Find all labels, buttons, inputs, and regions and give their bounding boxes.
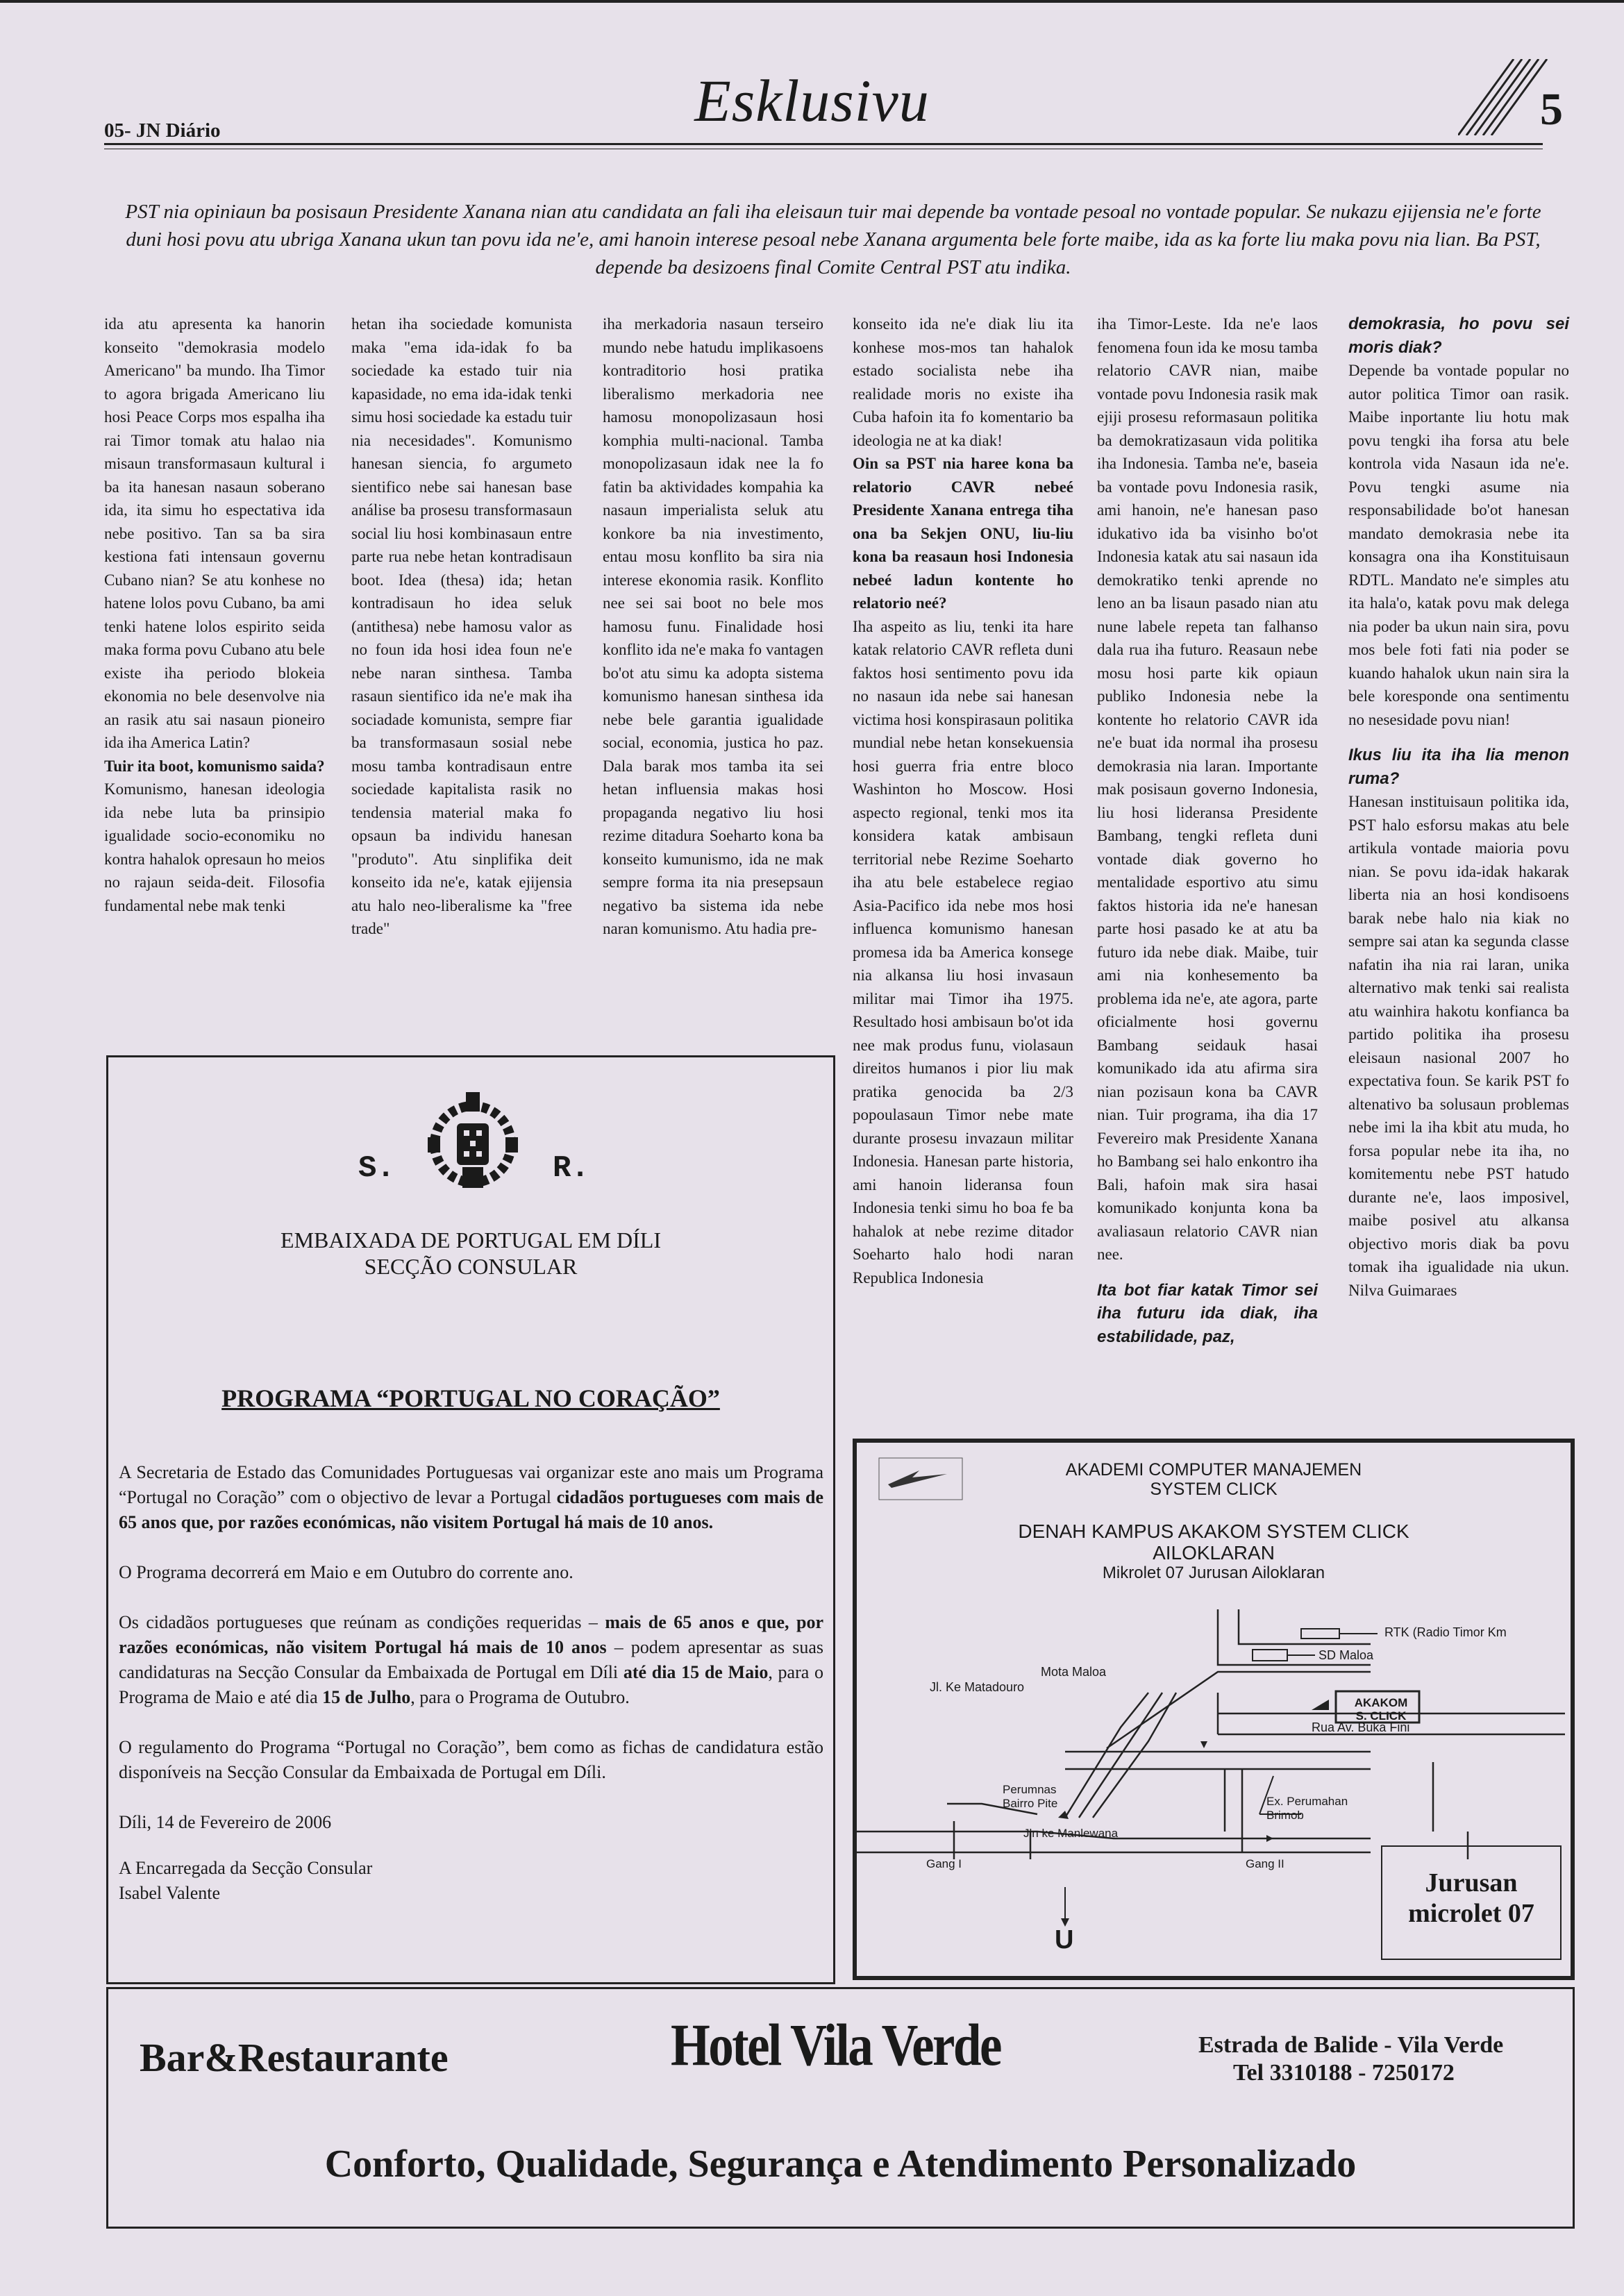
hotel-address: Estrada de Balide - Vila Verde	[1198, 2032, 1504, 2058]
map-heading-line2: AILOKLARAN	[1153, 1542, 1275, 1564]
seal-letter-r: R.	[553, 1151, 589, 1186]
hotel-phone: Tel 3310188 - 7250172	[1233, 2060, 1455, 2086]
label-buka-fini: Rua Av. Buka Fini	[1312, 1720, 1410, 1734]
hotel-name: Hotel Vila Verde	[671, 2011, 1001, 2078]
campus-map-ad	[853, 1439, 1575, 1980]
article-column-6	[1348, 312, 1569, 1302]
label-matadouro: Jl. Ke Matadouro	[930, 1680, 1025, 1694]
embassy-name: EMBAIXADA DE PORTUGAL EM DÍLI	[281, 1227, 661, 1252]
map-title-line1: AKADEMI COMPUTER MANAJEMEN	[1065, 1460, 1362, 1480]
page-label: 05- JN Diário	[104, 119, 221, 142]
map-heading-line1: DENAH KAMPUS AKAKOM SYSTEM CLICK	[1018, 1520, 1409, 1542]
notice-paragraph-2: O Programa decorrerá em Maio e em Outubro do corrente ano.	[119, 1562, 574, 1582]
akakom-building: AKAKOM S. CLICK	[1354, 1696, 1408, 1723]
label-gang-1: Gang I	[926, 1857, 962, 1870]
article-subheading: Ita bot fiar katak Timor sei iha futuru ida diak, iha estabilidade, paz,	[1097, 1280, 1318, 1346]
article-column-1	[104, 312, 325, 917]
article-column-5	[1097, 312, 1318, 1348]
signature-name: Isabel Valente	[119, 1883, 221, 1903]
seal-letter-s: S.	[358, 1151, 395, 1186]
header-rule	[104, 143, 1543, 145]
hotel-slogan: Conforto, Qualidade, Segurança e Atendimento Personalizado	[324, 2143, 1357, 2186]
label-mota-maloa: Mota Maloa	[1041, 1665, 1107, 1679]
article-column-2	[351, 312, 572, 941]
article-subheading: Oin sa PST nia haree kona ba relatorio CAVR nebeé Presidente Xanana entrega tiha ona ba Sekjen ONU, liu-liu kona ba reasaun hosi Indonesia nebeé ladun kontente ho relatorio neé?	[853, 455, 1073, 612]
label-rtk: RTK (Radio Timor Km	[1384, 1625, 1507, 1639]
section-title: Esklusivu	[694, 67, 930, 134]
article-paragraph: ida atu apresenta ka hanorin konseito "demokrasia modelo Americano" ba mundo. Iha Timor to agora brigada Americano liu hosi Peace Corps mos espalha iha rai Timor tomak atu halao nia misaun transformasaun kultural i ba ita hanesan nasaun soberano ida, ita simu ho espectativa ida nebe positivo. Tan sa ba sira kestiona fati intensaun governu Cubano nian? Se atu konhese no hatene lolos povu Cubano, ba ami tenki hatene lolos espirito seida maka forma povu Cubano atu bele existe iha periodo blokeia ekonomia no bele desenvolve nia an rasik atu sai nasaun pioneiro ida iha America Latin?	[104, 315, 325, 751]
label-manlewana: Jln ke Manlewana	[1023, 1827, 1119, 1840]
embassy-notice	[106, 1055, 835, 1984]
article-paragraph: Hanesan instituisaun politika ida, PST halo esforsu makas atu bele artikula vontade maioria povu nian. Se povu ida-idak hakarak liberta nia an hosi kondisoens barak nebe halo nia kiak no sempre sai atan ka segunda classe nafatin iha nia rai laran, unika alternativo mak tenki sai realista atu wainhira hakotu konfianca ba partido politika iha prosesu eleisaun nasional 2007 ho expectativa foun. Se karik PST fo altenativo ba solusaun problemas nebe imi la iha kbit atu muda, ho forsa popular nebe ita iha, no komitementu nebe PST hatudo durante ne'e, laos imposivel, maibe posivel atu alkansa objectivo moris diak ba povu tomak iha igualidade nia ukun. Nilva Guimaraes	[1348, 793, 1569, 1299]
route-box: Jurusan microlet 07	[1381, 1845, 1562, 1960]
label-perumnas: Perumnas Bairro Pite	[1003, 1783, 1058, 1810]
notice-body	[119, 1460, 823, 1906]
notice-paragraph-4: O regulamento do Programa “Portugal no Coração”, bem como as fichas de candidatura estão disponíveis na Secção Consular da Embaixada de Portugal em Díli.	[119, 1737, 823, 1782]
top-border	[0, 0, 1624, 3]
stripes-ornament	[1458, 59, 1548, 135]
label-sd-maloa: SD Maloa	[1319, 1648, 1374, 1662]
article-paragraph: Komunismo, hanesan ideologia ida nebe luta ba prinsipio igualidade socio-economiku no kontra hahalok opresaun ho meios no rajaun seida-deit. Filosofia fundamental nebe mak tenki	[104, 780, 325, 914]
coat-of-arms-icon	[414, 1085, 532, 1203]
signature-title: A Encarregada da Secção Consular	[119, 1858, 373, 1878]
notice-paragraph-3: Os cidadãos portugueses que reúnam as condições requeridas – mais de 65 anos e que, por razões económicas, não visitem Portugal há mais de 10 anos – podem apresentar as suas candidaturas na Secção Consular da Embaixada de Portugal em Díli até dia 15 de Maio, para o Programa de Maio e até dia 15 de Julho, para o Programa de Outubro.	[119, 1612, 823, 1707]
notice-date: Díli, 14 de Fevereiro de 2006	[119, 1812, 332, 1832]
map-heading-line3: Mikrolet 07 Jurusan Ailoklaran	[1102, 1564, 1325, 1582]
notice-paragraph-1: A Secretaria de Estado das Comunidades Portuguesas vai organizar este ano mais um Programa “Portugal no Coração” com o objectivo de levar a Portugal cidadãos portugueses com mais de 65 anos que, por razões económicas, não visitem Portugal há mais de 10 anos.	[119, 1462, 823, 1532]
article-subheading: Ikus liu ita iha lia menon ruma?	[1348, 746, 1569, 788]
consular-section: SECÇÃO CONSULAR	[364, 1254, 578, 1279]
hotel-ad	[106, 1987, 1575, 2229]
map-title-line2: SYSTEM CLICK	[1150, 1480, 1278, 1499]
article-paragraph: hetan iha sociedade komunista maka "ema ida-idak fo ba sociedade ka estado tuir nia kapasidade, no ema ida-idak tenki simu hosi sociedade ka estadu tuir nia necesidades". Komunismo hanesan siencia, fo argumeto sientifico nebe sai hanesan base análise ba prosesu transformasaun social liu hosi kombinasaun entre parte rua nebe hetan kontradisaun boot. Idea (thesa) ida; hetan kontradisaun ho idea seluk (antithesa) nebe hamosu valor as no foun ida hosi idea foun ne'e nebe naran sinthesa. Tamba rasaun sientifico ida ne'e mak iha sociadade komunista, sempre fiar ba transformasaun sosial nebe mosu tamba kontradisaun entre sociedade kapitalista rasik no tendensia material maka fo opsaun ba individu hanesan "produto". Atu sinplifika deit konseito ida ne'e, katak ejijensia atu halo neo-liberalisme ka "free trade"	[351, 315, 572, 937]
article-column-3	[603, 312, 823, 941]
label-gang-2: Gang II	[1246, 1857, 1284, 1870]
bar-restaurante: Bar&Restaurante	[140, 2035, 449, 2080]
article-paragraph: Depende ba vontade popular no autor politica Timor oan rasik. Maibe inportante liu hotu mak povu tengki iha forsa atu bele kontrola vida Nasaun ida ne'e. Povu tengki asume nia responsabilidade bo'ot hanesan mandato demokrasia nebe ita konsagra ona iha Konstituisaun RDTL. Mandato ne'e simples atu ita hala'o, katak povu mak delega nia poder ba ukun nain sira, povu mos bele foti fati nia poder se kuando hahalok ukun nain sira la bele koresponde ona sentimentu no nesesidade povu nian!	[1348, 362, 1569, 728]
article-paragraph: konseito ida ne'e diak liu ita konhese mos-mos tan hahalok estado socialista nebe iha realidade moris no existe iha Cuba hafoin ita fo komentario ba ideologia ne at ka diak!	[853, 315, 1073, 449]
program-title: PROGRAMA “PORTUGAL NO CORAÇÃO”	[221, 1384, 720, 1412]
article-paragraph: iha Timor-Leste. Ida ne'e laos fenomena foun ida ke mosu tamba relatorio CAVR nian, maibe vontade povu Indonesia rasik mak ejiji prosesu reformasaun politika ba demokratizasaun vida politika iha Indonesia. Tamba ne'e, baseia ba vontade povu Indonesia rasik, ami hanoin, ne'e hanesan paso idukativo ida ba visinho bo'ot Indonesia katak atu sai nasaun ida demokratiko tenki aprende no leno an ba lisaun pasado nian atu nune labele repeta tan falhanso dala rua iha futuro. Reasaun nebe mosu hosi parte kik opiaun publiko Indonesia nebe la kontente ho relatorio CAVR ida ne'e buat ida normal iha prosesu demokrasia nia laran. Importante mak posisaun governo Indonesia, liu hosi lideransa Presidente Bambang, tengki refleta duni vontade diak governo ho mentalidade esportivo atu simu faktos historia ida ne'e hanesan parte hosi pasado ke at atu ba futuro ida nebe diak. Maibe, tuir ami nia konhesemento ba problema ida ne'e, ate agora, parte oficialmente hosi governu Bambang seidauk hasai komunikado ida atu afirma sira nian pozisaun kona ba CAVR nian. Tuir programa, iha dia 17 Fevereiro mak Presidente Xanana ho Bambang sei halo enkontro iha Bali, hafoin mak sira hasai komunikado konjunta kona ba avaliasaun relatorio CAVR nian nee.	[1097, 315, 1318, 1263]
article-subheading: demokrasia, ho povu sei moris diak?	[1348, 315, 1569, 357]
article-paragraph: Iha aspeito as liu, tenki ita hare katak relatorio CAVR refleta duni faktos hosi sentimento povu ida no nasaun ida nebe sai hanesan victima hosi konspirasaun politika mundial nebe hetan konsekuensia hosi guerra fria entre bloco Washinton ho Moscow. Hosi aspecto regional, tenki mos ita konsidera katak ambisaun territorial nebe Rezime Soeharto iha atu bele estabelece regiao Asia-Pacifico ida nebe mos hosi influenca komunismo hanesan promesa ida ba America konsege nia alkansa liu hosi invasaun militar mai Timor iha 1975. Resultado hosi ambisaun bo'ot ida nee mak produs funu, violasaun direitos humanos i pior liu mak pratika genocida ba 2/3 popoulasaun Timor nebe mate durante prosesu invazaun militar Indonesia. Hanesan parte historia, ami hanoin lideransa foun Indonesia tenki simu ho boa fe ba hahalok at nebe rezime ditador Soeharto halo hodi naran Republica Indonesia	[853, 617, 1073, 1287]
page-number: 5	[1540, 84, 1563, 135]
article-column-4	[853, 312, 1073, 1423]
article-intro: PST nia opiniaun ba posisaun Presidente Xanana nian atu candidata an fali iha eleisaun tuir mai depende ba vontade pesoal no vontade popular. Se nukazu ejijensia ne'e forte duni hosi povu atu ubriga Xanana ukun tan povu ida ne'e, ami hanoin interese pesoal nebe Xanana argumenta bele forte maibe, ida as ka forte liu maka povu nia lian. Ba PST, depende ba desizoens final Comite Central PST atu indika.	[125, 201, 1541, 278]
article-paragraph: iha merkadoria nasaun terseiro mundo nebe hatudu implikasoens kontraditorio hosi pratika liberalismo merkadoria nee hamosu monopolizasaun hosi komphia multi-nacional. Tamba monopolizasaun idak nee la fo fatin ba aktividades kompahia ka nasaun imperialista seluk atu konkore ba nia investimento, entau mosu konflito ba sira nia interese ekonomia rasik. Konflito nee sei sai boot no bele mos hamosu funu. Finalidade hosi konflito ida ne'e maka fo vantagen bo'ot atu simu ka adopta sistema komunismo hanesan sinthesa ida nebe bele garantia igualidade social, economia, justica ho paz. Dala barak mos tamba ita sei hetan influensia makas hosi propaganda negativo liu hosi rezime ditadura Soeharto kona ba konseito kumunismo, ida ne mak sempre forma ita nia presepsaun negativo ba sistema ida nebe naran komunismo. Atu hadia pre-	[603, 315, 823, 937]
label-ex-perumahan: Ex. Perumahan Brimob	[1266, 1795, 1348, 1822]
article-subheading: Tuir ita boot, komunismo saida?	[104, 757, 325, 775]
north-indicator: U	[1055, 1925, 1074, 1954]
